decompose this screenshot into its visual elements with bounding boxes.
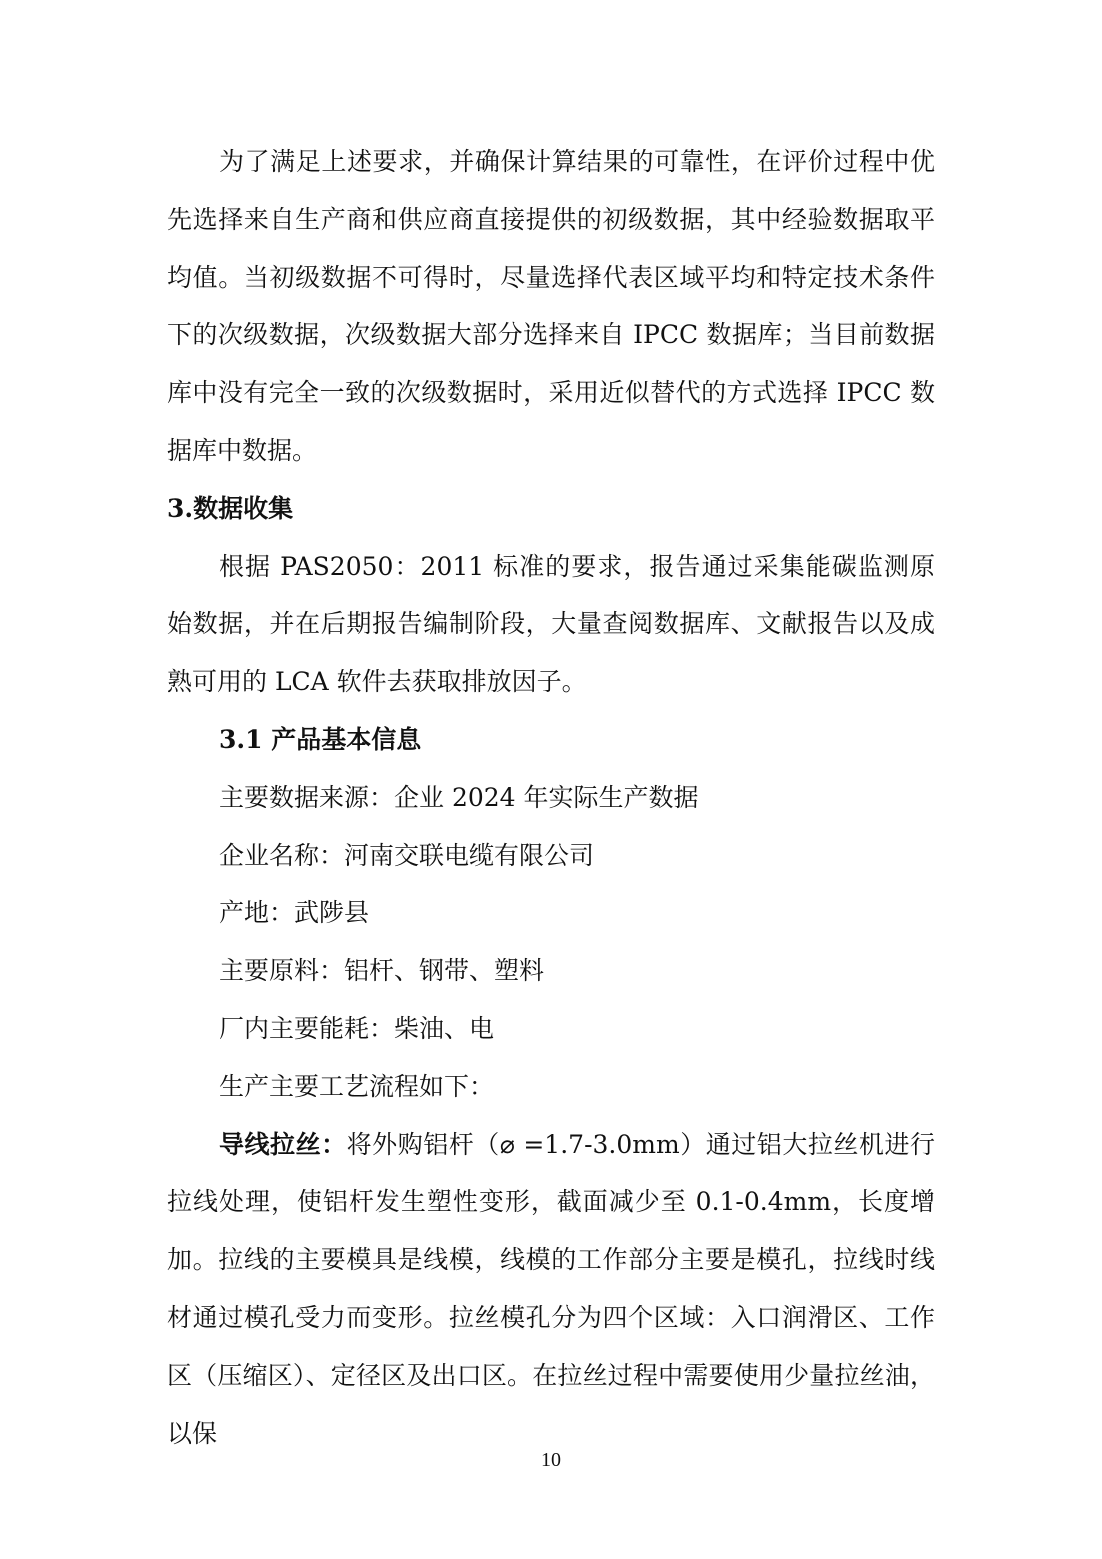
info-line-energy: 厂内主要能耗：柴油、电 <box>219 1013 495 1043</box>
info-line-process-intro: 生产主要工艺流程如下： <box>219 1071 495 1101</box>
info-line-company-name: 企业名称：河南交联电缆有限公司 <box>219 840 595 870</box>
process-term: 导线拉丝： <box>219 1129 347 1159</box>
section-heading-data-collection: 3.数据收集 <box>167 493 294 523</box>
info-line-data-source: 主要数据来源：企业 2024 年实际生产数据 <box>219 782 699 812</box>
process-description: 将外购铝杆（⌀ =1.7-3.0mm）通过铝大拉丝机进行拉线处理，使铝杆发生塑性变形，截面减少至 0.1-0.4mm，长度增加。拉线的主要模具是线模，线模的工作部分主要是模孔，拉线时线材通过模孔受力而变形。拉丝模孔分为四个区域：入口润滑区、工作区（压缩区）、定径区及出口区。在拉丝过程中需要使用少量拉丝油，以保 <box>167 1129 935 1448</box>
info-line-origin: 产地：武陟县 <box>219 898 370 928</box>
info-line-raw-materials: 主要原料：铝杆、钢带、塑料 <box>219 956 545 986</box>
page-number: 10 <box>541 1449 561 1471</box>
paragraph-data-selection: 为了满足上述要求，并确保计算结果的可靠性，在评价过程中优先选择来自生产商和供应商直接提供的初级数据，其中经验数据取平均值。当初级数据不可得时，尽量选择代表区域平均和特定技术条件下的次级数据，次级数据大部分选择来自 IPCC 数据库；当目前数据库中没有完全一致的次级数据时，采用近似替代的方式选择 IPCC 数据库中数据。 <box>167 147 935 465</box>
paragraph-wire-drawing <box>167 1116 935 1463</box>
subsection-heading-product-info: 3.1 产品基本信息 <box>219 724 422 754</box>
paragraph-data-collection: 根据 PAS2050：2011 标准的要求，报告通过采集能碳监测原始数据，并在后期报告编制阶段，大量查阅数据库、文献报告以及成熟可用的 LCA 软件去获取排放因子。 <box>167 551 935 697</box>
page-content <box>167 133 935 1462</box>
